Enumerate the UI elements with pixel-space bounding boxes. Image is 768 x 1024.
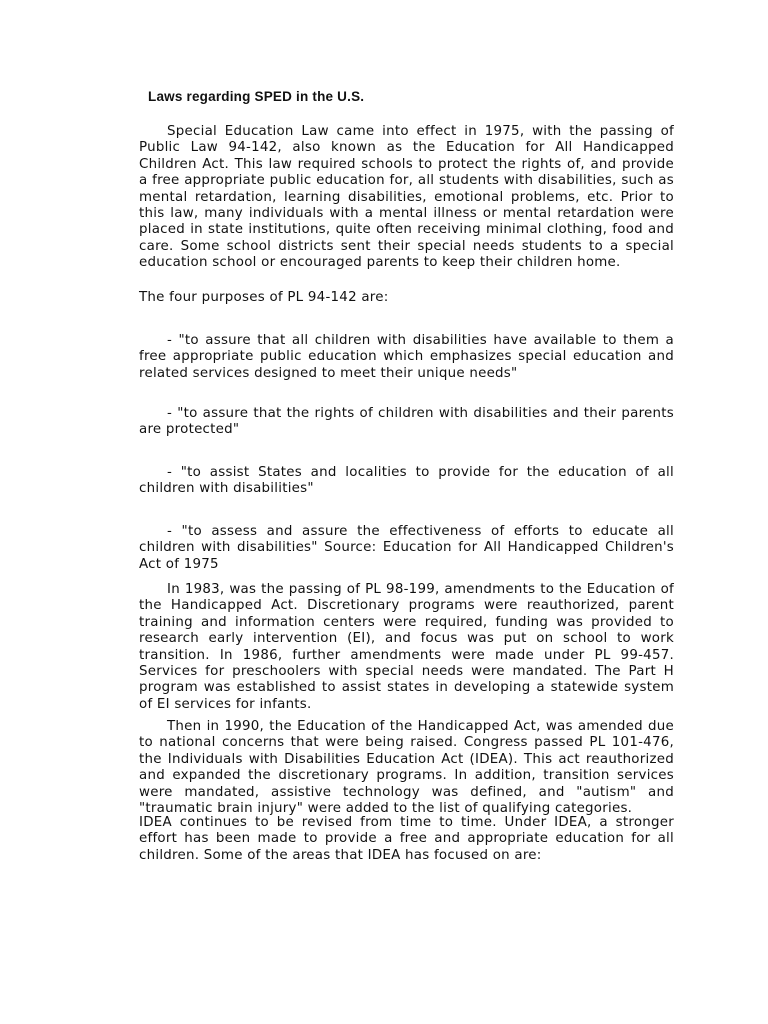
purpose-item-3: - "to assist States and localities to provide for the education of all children with disabilities" [139,465,674,497]
history-1983-paragraph: In 1983, was the passing of PL 98-199, amendments to the Education of the Handicapped Act. Discretionary programs were reauthorized, parent training and information centers were required, funding was provided to research early intervention (EI), and focus was put on school to work transition. In 1986, further amendments were made under PL 99-457. Services for preschoolers with special needs were mandated. The Part H program was established to assist states in developing a statewide system of EI services for infants. [139,582,674,712]
document-title: Laws regarding SPED in the U.S. [148,89,365,104]
purpose-item-1: - "to assure that all children with disabilities have available to them a free appropriate public education which emphasizes special education and related services designed to meet their unique needs" [139,333,674,381]
intro-paragraph: Special Education Law came into effect in 1975, with the passing of Public Law 94-142, also known as the Education for All Handicapped Children Act. This law required schools to protect the rights of, and provide a free appropriate public education for, all students with disabilities, such as mental retardation, learning disabilities, emotional problems, etc. Prior to this law, many individuals with a mental illness or mental retardation were placed in state institutions, quite often receiving minimal clothing, food and care. Some school districts sent their special needs students to a special education school or encouraged parents to keep their children home. [139,124,674,271]
history-1990-paragraph: Then in 1990, the Education of the Handicapped Act, was amended due to national concerns that were being raised. Congress passed PL 101-476, the Individuals with Disabilities Education Act (IDEA). This act reauthorized and expanded the discretionary programs. In addition, transition services were mandated, assistive technology was defined, and "autism" and "traumatic brain injury" were added to the list of qualifying categories. [139,719,674,817]
idea-revision-paragraph: IDEA continues to be revised from time to time. Under IDEA, a stronger effort has been made to provide a free and appropriate education for all children. Some of the areas that IDEA has focused on are: [139,815,674,863]
purpose-item-2: - "to assure that the rights of children with disabilities and their parents are protected" [139,406,674,438]
purpose-item-4: - "to assess and assure the effectiveness of efforts to educate all children with disabilities" Source: Education for All Handicapped Children's Act of 1975 [139,524,674,572]
purposes-heading: The four purposes of PL 94-142 are: [139,290,389,305]
